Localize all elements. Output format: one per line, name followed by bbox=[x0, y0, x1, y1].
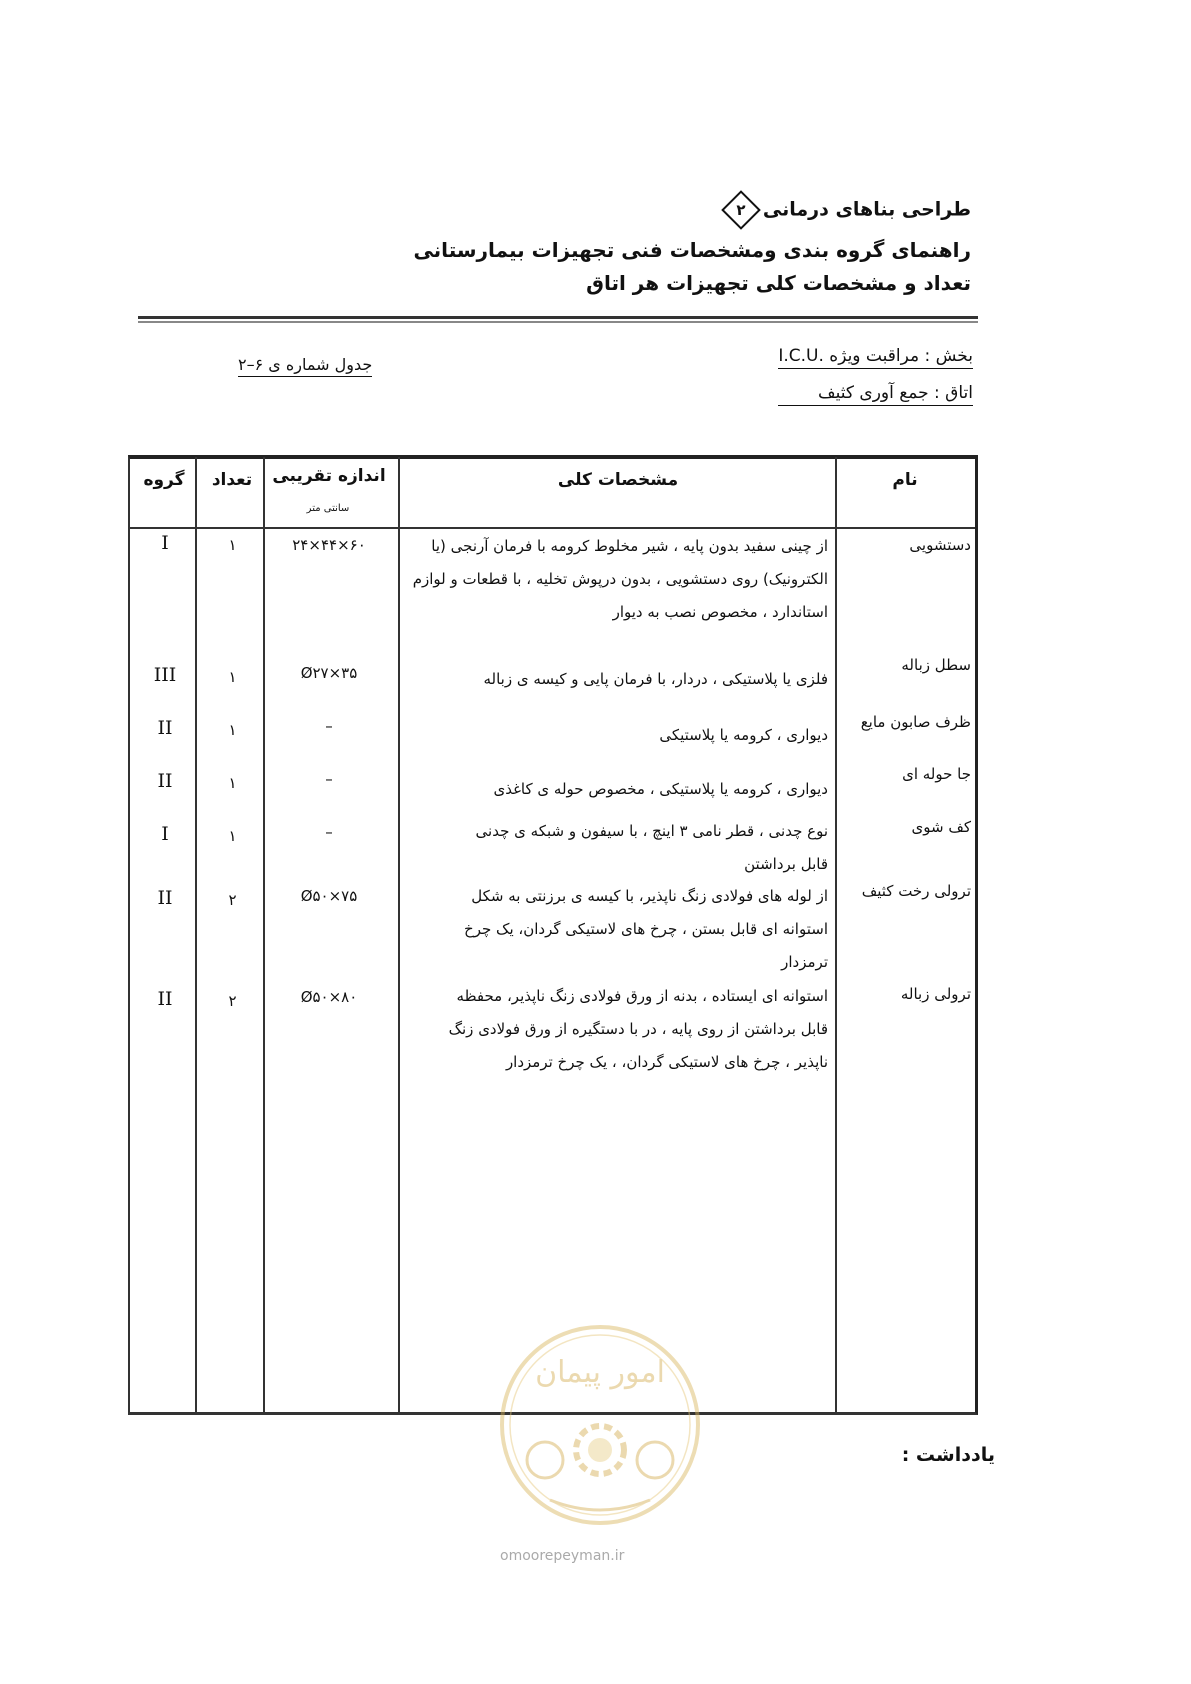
row-size: – bbox=[325, 717, 333, 735]
spec-line: نوع چدنی ، قطر نامی ۳ اینچ ، با سیفون و شبکه ی چدنی bbox=[475, 822, 828, 840]
header-rule-thin bbox=[138, 321, 978, 323]
row-name: ظرف صابون مایع bbox=[860, 713, 971, 731]
row-name: سطل زباله bbox=[901, 656, 971, 674]
spec-line: از لوله های فولادی زنگ ناپذیر، با کیسه ی برزنتی به شکل bbox=[471, 887, 828, 905]
row-group: I bbox=[161, 823, 169, 845]
table-number: جدول شماره ی ۶–۲ bbox=[238, 355, 372, 377]
column-divider bbox=[263, 457, 265, 1412]
column-divider bbox=[398, 457, 400, 1412]
watermark-logo bbox=[490, 1320, 710, 1530]
column-divider bbox=[195, 457, 197, 1412]
row-specs bbox=[408, 815, 828, 881]
spec-line: استاندارد ، مخصوص نصب به دیوار bbox=[612, 603, 828, 621]
header-rule bbox=[138, 316, 978, 319]
row-group: II bbox=[157, 717, 173, 739]
spec-line: دیواری ، کرومه یا پلاستیکی bbox=[659, 726, 828, 744]
notes-label: یادداشت : bbox=[901, 1444, 995, 1466]
spec-line: فلزی یا پلاستیکی ، دردار، با فرمان پایی و کیسه ی زباله bbox=[483, 670, 828, 688]
header-size-unit: سانتی متر bbox=[306, 503, 350, 514]
row-specs bbox=[408, 719, 828, 752]
row-name: ترولی رخت کثیف bbox=[861, 882, 971, 900]
series-number-badge: ۲ bbox=[721, 190, 761, 230]
header-specs: مشخصات کلی bbox=[557, 470, 679, 490]
row-size: Ø۵۰×۷۵ bbox=[300, 887, 358, 905]
row-specs bbox=[408, 880, 828, 979]
header-qty: تعداد bbox=[211, 470, 253, 490]
spec-line: از چینی سفید بدون پایه ، شیر مخلوط کرومه با فرمان آرنجی (یا bbox=[431, 537, 828, 555]
row-size: – bbox=[325, 770, 333, 788]
row-qty: ۱ bbox=[228, 668, 237, 686]
row-group: II bbox=[157, 988, 173, 1010]
row-size: – bbox=[325, 823, 333, 841]
row-size: Ø۲۷×۳۵ bbox=[300, 664, 358, 682]
spec-line: استوانه ای قابل بستن ، چرخ های لاستیکی گردان، یک چرخ bbox=[464, 920, 828, 938]
row-qty: ۱ bbox=[228, 536, 237, 554]
row-name: ترولی زباله bbox=[900, 985, 971, 1003]
row-name: جا حوله ای bbox=[902, 765, 971, 783]
document-heading: تعداد و مشخصات کلی تجهیزات هر اتاق bbox=[586, 271, 971, 295]
row-qty: ۱ bbox=[228, 721, 237, 739]
row-size: ۶۰×۴۴×۲۴ bbox=[292, 536, 366, 554]
row-size: Ø۵۰×۸۰ bbox=[300, 988, 358, 1006]
row-qty: ۲ bbox=[228, 992, 237, 1010]
room-label: اتاق : جمع آوری کثیف bbox=[778, 383, 973, 406]
spec-line: ترمزدار bbox=[781, 953, 828, 971]
row-name: دستشویی bbox=[909, 536, 971, 554]
watermark-url: omoorepeyman.ir bbox=[500, 1548, 625, 1564]
document-title bbox=[719, 196, 971, 224]
header-group: گروه bbox=[143, 470, 185, 490]
row-group: I bbox=[161, 532, 169, 554]
spec-line: دیواری ، کرومه یا پلاستیکی ، مخصوص حوله ی کاغذی bbox=[493, 780, 828, 798]
row-group: II bbox=[157, 770, 173, 792]
row-specs bbox=[408, 773, 828, 806]
section-label: بخش : مراقبت ویژه .I.C.U bbox=[778, 346, 973, 369]
row-group: II bbox=[157, 887, 173, 909]
row-qty: ۱ bbox=[228, 774, 237, 792]
column-divider bbox=[835, 457, 837, 1412]
document-subtitle: راهنمای گروه بندی ومشخصات فنی تجهیزات بیمارستانی bbox=[413, 238, 971, 262]
spec-line: قابل برداشتن از روی پایه ، در با دستگیره از ورق فولادی زنگ bbox=[448, 1020, 828, 1038]
spec-line: الکترونیک) روی دستشویی ، بدون درپوش تخلیه ، با قطعات و لوازم bbox=[412, 570, 828, 588]
row-name: کف شوی bbox=[911, 818, 971, 836]
header-row-divider bbox=[130, 527, 975, 529]
spec-line: ناپذیر ، چرخ های لاستیکی گردان، ، یک چرخ ترمزدار bbox=[505, 1053, 828, 1071]
spec-line: استوانه ای ایستاده ، بدنه از ورق فولادی زنگ ناپذیر، محفظه bbox=[456, 987, 828, 1005]
header-name: نام bbox=[892, 470, 918, 490]
row-specs bbox=[408, 980, 828, 1079]
spec-line: قابل برداشتن bbox=[744, 855, 828, 873]
row-specs bbox=[408, 530, 828, 629]
svg-text:امور پیمان: امور پیمان bbox=[535, 1355, 665, 1390]
row-qty: ۱ bbox=[228, 827, 237, 845]
title-text: طراحی بناهای درمانی bbox=[762, 198, 971, 221]
header-size: اندازه تقریبی bbox=[272, 466, 386, 486]
row-specs bbox=[408, 663, 828, 696]
row-group: III bbox=[153, 664, 177, 686]
row-qty: ۲ bbox=[228, 891, 237, 909]
